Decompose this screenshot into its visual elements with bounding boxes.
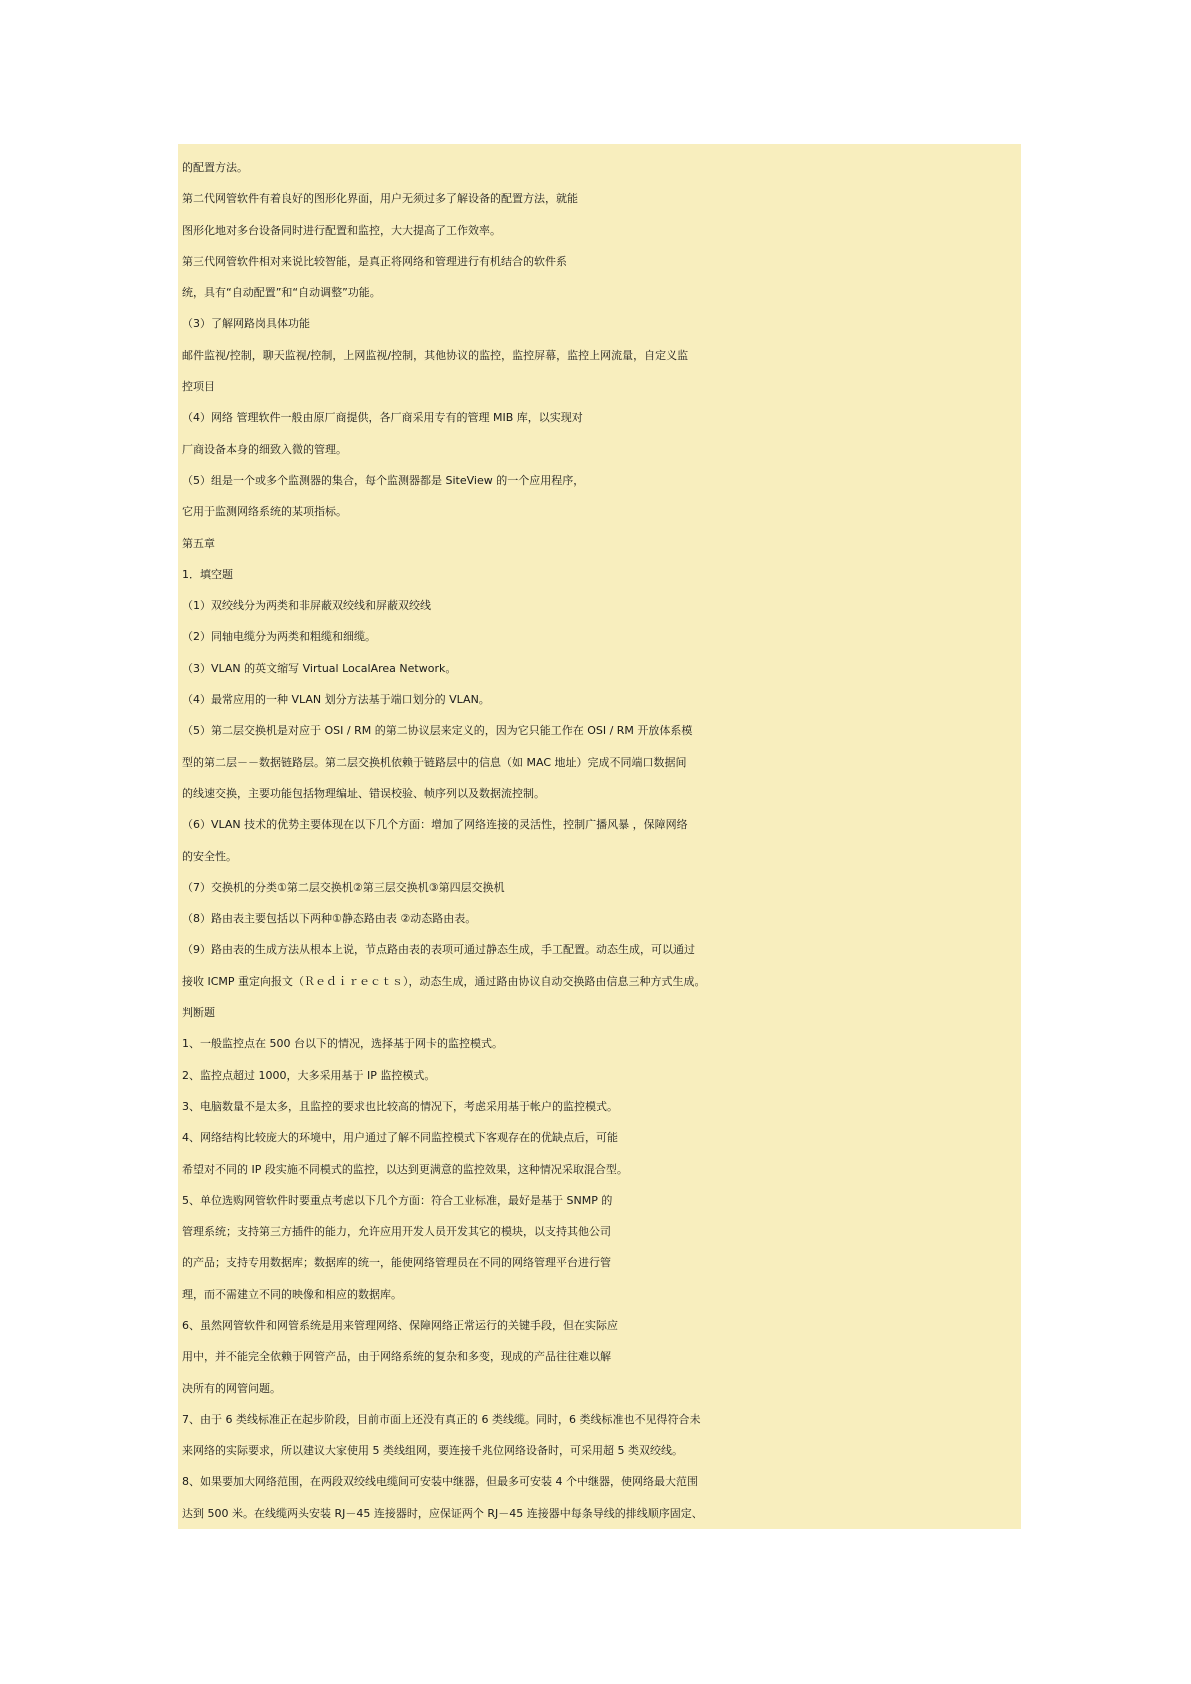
text-line: （4）网络 管理软件一般由原厂商提供，各厂商采用专有的管理 MIB 库，以实现对 <box>182 411 583 425</box>
text-line: 的安全性。 <box>182 849 237 863</box>
text-line: 第三代网管软件相对来说比较智能，是真正将网络和管理进行有机结合的软件系 <box>182 254 567 268</box>
text-line: 决所有的网管问题。 <box>182 1381 281 1395</box>
text-line: 6、虽然网管软件和网管系统是用来管理网络、保障网络正常运行的关键手段，但在实际应 <box>182 1318 618 1332</box>
text-line: 型的第二层－－数据链路层。第二层交换机依赖于链路层中的信息（如 MAC 地址）完成不同端口数据间 <box>182 755 687 769</box>
text-line: （7）交换机的分类①第二层交换机②第三层交换机③第四层交换机 <box>182 880 505 894</box>
text-line: 用中，并不能完全依赖于网管产品，由于网络系统的复杂和多变，现成的产品往往难以解 <box>182 1350 611 1364</box>
text-line: 8、如果要加大网络范围，在两段双绞线电缆间可安装中继器，但最多可安装 4 个中继器，使网络最大范围 <box>182 1475 698 1489</box>
document-text-block <box>178 144 1021 1529</box>
text-line: 接收 ICMP 重定向报文（Ｒｅｄｉｒｅｃｔｓ），动态生成，通过路由协议自动交换路由信息三种方式生成。 <box>182 974 706 988</box>
text-line: 4、网络结构比较庞大的环境中，用户通过了解不同监控模式下客观存在的优缺点后，可能 <box>182 1131 618 1145</box>
text-line: 邮件监视/控制，聊天监视/控制，上网监视/控制，其他协议的监控，监控屏幕，监控上网流量，自定义监 <box>182 348 689 362</box>
text-line: 第二代网管软件有着良好的图形化界面，用户无须过多了解设备的配置方法，就能 <box>182 192 578 206</box>
text-line: （5）第二层交换机是对应于 OSI / RM 的第二协议层来定义的，因为它只能工作在 OSI / RM 开放体系模 <box>182 724 693 738</box>
text-line: 厂商设备本身的细致入微的管理。 <box>182 442 347 456</box>
text-line: 它用于监测网络系统的某项指标。 <box>182 505 347 519</box>
text-line: 1、一般监控点在 500 台以下的情况，选择基于网卡的监控模式。 <box>182 1037 503 1051</box>
text-line: （4）最常应用的一种 VLAN 划分方法基于端口划分的 VLAN。 <box>182 693 490 707</box>
text-line: 第五章 <box>182 536 215 550</box>
text-line: （1）双绞线分为两类和非屏蔽双绞线和屏蔽双绞线 <box>182 599 431 613</box>
text-line: 图形化地对多台设备同时进行配置和监控，大大提高了工作效率。 <box>182 223 501 237</box>
text-line: 统，具有“自动配置”和“自动调整”功能。 <box>182 286 381 300</box>
text-line: 3、电脑数量不是太多，且监控的要求也比较高的情况下，考虑采用基于帐户的监控模式。 <box>182 1099 618 1113</box>
text-line: （2）同轴电缆分为两类和粗缆和细缆。 <box>182 630 376 644</box>
text-line: 2、监控点超过 1000，大多采用基于 IP 监控模式。 <box>182 1068 436 1082</box>
text-line: 的产品；支持专用数据库；数据库的统一，能使网络管理员在不同的网络管理平台进行管 <box>182 1256 611 1270</box>
text-line: 希望对不同的 IP 段实施不同模式的监控，以达到更满意的监控效果，这种情况采取混合型。 <box>182 1162 628 1176</box>
text-line: 控项目 <box>182 380 215 394</box>
text-line: 管理系统；支持第三方插件的能力，允许应用开发人员开发其它的模块，以支持其他公司 <box>182 1225 611 1239</box>
text-line: 7、由于 6 类线标准正在起步阶段，目前市面上还没有真正的 6 类线缆。同时，6 类线标准也不见得符合未 <box>182 1412 701 1426</box>
text-line: 达到 500 米。在线缆两头安装 RJ－45 连接器时，应保证两个 RJ－45 连接器中每条导线的排线顺序固定、 <box>182 1506 703 1520</box>
text-line: 5、单位选购网管软件时要重点考虑以下几个方面：符合工业标准，最好是基于 SNMP 的 <box>182 1193 613 1207</box>
text-line: 的配置方法。 <box>182 161 248 174</box>
text-line: （8）路由表主要包括以下两种①静态路由表 ②动态路由表。 <box>182 912 477 926</box>
text-line: （3）VLAN 的英文缩写 Virtual LocalArea Network。 <box>182 661 457 675</box>
text-line: （3）了解网路岗具体功能 <box>182 317 310 331</box>
text-line: 理，而不需建立不同的映像和相应的数据库。 <box>182 1287 402 1301</box>
text-line: 的线速交换，主要功能包括物理编址、错误校验、帧序列以及数据流控制。 <box>182 786 545 800</box>
text-line: 1．填空题 <box>182 567 233 581</box>
text-line: （9）路由表的生成方法从根本上说，节点路由表的表项可通过静态生成，手工配置。动态生成，可以通过 <box>182 943 695 957</box>
text-line: （5）组是一个或多个监测器的集合，每个监测器都是 SiteView 的一个应用程序， <box>182 473 585 487</box>
text-line: 判断题 <box>182 1006 215 1020</box>
text-line: 来网络的实际要求，所以建议大家使用 5 类线组网，要连接千兆位网络设备时，可采用超 5 类双绞线。 <box>182 1444 683 1458</box>
text-line: （6）VLAN 技术的优势主要体现在以下几个方面：增加了网络连接的灵活性，控制广播风暴 ，保障网络 <box>182 818 688 832</box>
